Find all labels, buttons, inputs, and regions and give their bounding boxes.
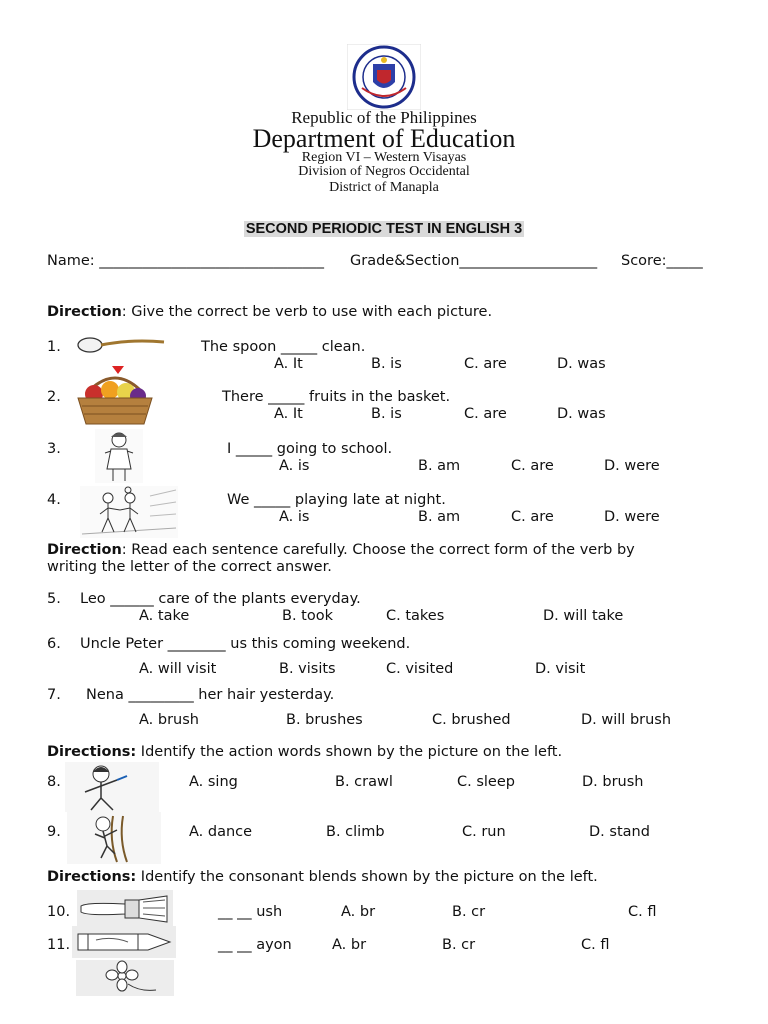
item-7-choice-a[interactable]: A. brush bbox=[139, 712, 199, 728]
item-10-blank: __ __ ush bbox=[218, 904, 283, 920]
schoolgirl-icon bbox=[95, 429, 143, 483]
item-5-choice-d[interactable]: D. will take bbox=[543, 608, 624, 624]
paintbrush-icon bbox=[77, 890, 173, 928]
flower-icon bbox=[76, 960, 174, 996]
spoon-icon bbox=[76, 334, 166, 356]
item-2-choice-a[interactable]: A. It bbox=[274, 406, 303, 422]
item-3-number: 3. bbox=[47, 441, 61, 457]
item-11-choice-a[interactable]: A. br bbox=[332, 937, 367, 953]
item-5-choice-b[interactable]: B. took bbox=[282, 608, 333, 624]
item-6-choice-a[interactable]: A. will visit bbox=[139, 661, 217, 677]
item-9-number: 9. bbox=[47, 824, 61, 840]
item-6-choice-b[interactable]: B. visits bbox=[279, 661, 336, 677]
item-8-choice-c[interactable]: C. sleep bbox=[457, 774, 515, 790]
test-title-row bbox=[0, 218, 768, 237]
item-1-choice-c[interactable]: C. are bbox=[464, 356, 507, 372]
item-2-number: 2. bbox=[47, 389, 61, 405]
item-1-choice-a[interactable]: A. It bbox=[274, 356, 303, 372]
direction-2-text: : Read each sentence carefully. Choose the correct form of the verb by bbox=[121, 542, 635, 558]
item-4-sentence: We _____ playing late at night. bbox=[227, 492, 446, 508]
score-field[interactable]: Score:_____ bbox=[621, 253, 703, 269]
item-11-choice-b[interactable]: B. cr bbox=[442, 937, 476, 953]
item-5-choice-c[interactable]: C. takes bbox=[386, 608, 445, 624]
item-8-number: 8. bbox=[47, 774, 61, 790]
item-1-sentence: The spoon _____ clean. bbox=[201, 339, 366, 355]
item-9-choice-d[interactable]: D. stand bbox=[589, 824, 650, 840]
item-2-choice-b[interactable]: B. is bbox=[371, 406, 402, 422]
item-11-blank: __ __ ayon bbox=[218, 937, 292, 953]
item-4-choice-d[interactable]: D. were bbox=[604, 509, 660, 525]
item-10-choice-b[interactable]: B. cr bbox=[452, 904, 486, 920]
item-4-choice-c[interactable]: C. are bbox=[511, 509, 554, 525]
direction-3-text: Identify the action words shown by the picture on the left. bbox=[136, 744, 563, 760]
deped-seal-icon bbox=[347, 44, 421, 110]
item-1-choice-b[interactable]: B. is bbox=[371, 356, 402, 372]
item-7-number: 7. bbox=[47, 687, 61, 703]
item-4-choice-a[interactable]: A. is bbox=[279, 509, 310, 525]
item-10-choice-a[interactable]: A. br bbox=[341, 904, 376, 920]
direction-3 bbox=[47, 744, 562, 760]
item-8-choice-d[interactable]: D. brush bbox=[582, 774, 644, 790]
item-3-choice-a[interactable]: A. is bbox=[279, 458, 310, 474]
division-line: Division of Negros Occidental bbox=[298, 164, 470, 179]
boy-brushing-icon bbox=[65, 762, 159, 812]
item-7-sentence: Nena _________ her hair yesterday. bbox=[86, 687, 335, 703]
item-2-sentence: There _____ fruits in the basket. bbox=[222, 389, 451, 405]
region-line: Region VI – Western Visayas bbox=[301, 150, 467, 165]
test-title: SECOND PERIODIC TEST IN ENGLISH 3 bbox=[245, 221, 523, 237]
item-6-choice-c[interactable]: C. visited bbox=[386, 661, 454, 677]
item-2-choice-d[interactable]: D. was bbox=[557, 406, 606, 422]
item-9-choice-b[interactable]: B. climb bbox=[326, 824, 385, 840]
direction-2-label: Direction bbox=[47, 542, 122, 558]
item-3-choice-b[interactable]: B. am bbox=[418, 458, 461, 474]
item-1-choice-d[interactable]: D. was bbox=[557, 356, 606, 372]
item-4-number: 4. bbox=[47, 492, 61, 508]
direction-1 bbox=[47, 304, 492, 320]
item-9-choice-c[interactable]: C. run bbox=[462, 824, 506, 840]
direction-3-label: Directions: bbox=[47, 744, 137, 760]
item-7-choice-b[interactable]: B. brushes bbox=[286, 712, 363, 728]
item-7-choice-d[interactable]: D. will brush bbox=[581, 712, 672, 728]
item-10-choice-c[interactable]: C. fl bbox=[628, 904, 657, 920]
direction-4-text: Identify the consonant blends shown by the picture on the left. bbox=[136, 869, 598, 885]
item-6-number: 6. bbox=[47, 636, 61, 652]
direction-2-line-1 bbox=[47, 542, 635, 558]
direction-1-label: Direction bbox=[47, 304, 122, 320]
item-3-sentence: I _____ going to school. bbox=[227, 441, 393, 457]
item-1-number: 1. bbox=[47, 339, 61, 355]
crayon-icon bbox=[72, 926, 176, 958]
item-8-choice-b[interactable]: B. crawl bbox=[335, 774, 393, 790]
item-5-number: 5. bbox=[47, 591, 61, 607]
item-10-number: 10. bbox=[47, 904, 71, 920]
item-6-sentence: Uncle Peter ________ us this coming weekend. bbox=[80, 636, 411, 652]
direction-2-line-2: writing the letter of the correct answer. bbox=[47, 559, 332, 575]
fruit-basket-icon bbox=[66, 360, 164, 428]
district-line: District of Manapla bbox=[329, 180, 439, 195]
name-field[interactable]: Name: _______________________________ bbox=[47, 253, 325, 269]
direction-4-label: Directions: bbox=[47, 869, 137, 885]
republic-line: Republic of the Philippines bbox=[291, 108, 477, 127]
item-2-choice-c[interactable]: C. are bbox=[464, 406, 507, 422]
item-7-choice-c[interactable]: C. brushed bbox=[432, 712, 511, 728]
item-11-choice-c[interactable]: C. fl bbox=[581, 937, 610, 953]
item-6-choice-d[interactable]: D. visit bbox=[535, 661, 586, 677]
item-9-choice-a[interactable]: A. dance bbox=[189, 824, 253, 840]
boy-climbing-icon bbox=[67, 812, 161, 864]
direction-1-text: : Give the correct be verb to use with each picture. bbox=[121, 304, 493, 320]
item-4-choice-b[interactable]: B. am bbox=[418, 509, 461, 525]
item-11-number: 11. bbox=[47, 937, 71, 953]
department-title: Department of Education bbox=[252, 124, 516, 153]
direction-4 bbox=[47, 869, 598, 885]
item-3-choice-c[interactable]: C. are bbox=[511, 458, 554, 474]
item-5-sentence: Leo ______ care of the plants everyday. bbox=[80, 591, 361, 607]
grade-section-field[interactable]: Grade&Section___________________ bbox=[350, 253, 598, 269]
item-3-choice-d[interactable]: D. were bbox=[604, 458, 660, 474]
children-playing-icon bbox=[80, 486, 178, 538]
item-8-choice-a[interactable]: A. sing bbox=[189, 774, 238, 790]
item-5-choice-a[interactable]: A. take bbox=[139, 608, 190, 624]
